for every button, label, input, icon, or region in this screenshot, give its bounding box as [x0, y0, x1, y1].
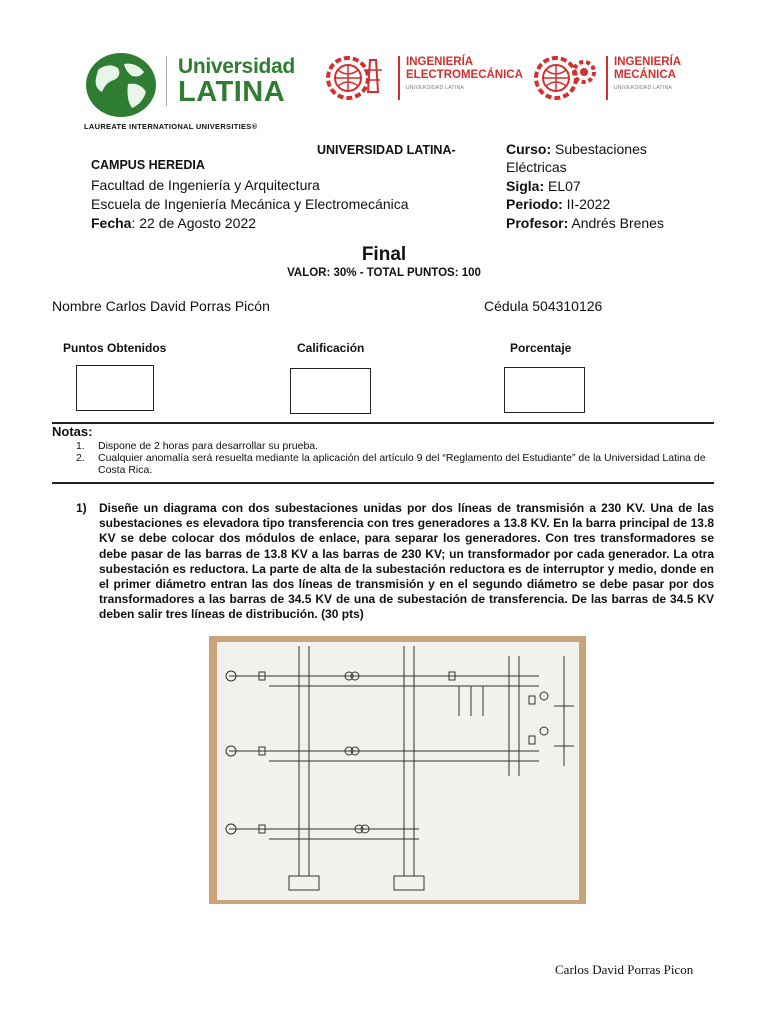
- profesor-value: Andrés Brenes: [568, 215, 664, 231]
- periodo-value: II-2022: [562, 196, 611, 212]
- universidad-latina-logo: [84, 50, 299, 132]
- globe-icon: [84, 52, 158, 118]
- faculty-name: Facultad de Ingeniería y Arquitectura: [91, 177, 320, 193]
- fecha-value: : 22 de Agosto 2022: [131, 215, 257, 231]
- university-name: UNIVERSIDAD LATINA-: [317, 143, 456, 157]
- exam-date: [91, 214, 256, 233]
- sigla-label: Sigla:: [506, 178, 545, 194]
- note-number: 1.: [76, 440, 85, 452]
- logo-tagline: LAUREATE INTERNATIONAL UNIVERSITIES®: [84, 122, 258, 131]
- exam-value: VALOR: 30% - TOTAL PUNTOS: 100: [287, 267, 481, 279]
- curso-label: Curso:: [506, 141, 552, 157]
- divider: [52, 422, 714, 424]
- logo-universidad-text: Universidad: [178, 55, 295, 78]
- logo-latina-text: LATINA: [178, 76, 286, 108]
- divider: [52, 482, 714, 484]
- porcentaje-box: [504, 367, 585, 413]
- sigla-value: EL07: [544, 178, 581, 194]
- note-text: Cualquier anomalía será resuelta mediante la aplicación del artículo 9 del “Reglamento del Estudiante” de la Universidad Latina de Costa Rica.: [98, 452, 706, 476]
- question-text: Diseñe un diagrama con dos subestaciones unidas por dos líneas de transmisión a 230 KV. Una de las subestaciones es elevadora tipo transferencia con tres generadores a 13.8 KV. En la barra principal de 13.8 KV se debe colocar dos módulos de enlace, para separar los generadores. Con tres transformadores se debe pasar de las barras de 13.8 KV a las barras de 230 KV; un transformador por cada generador. La otra subestación es reductora. La parte de alta de la subestación reductora es de interruptor y medio, donde en el primer diámetro entran las dos líneas de transmisión y en el segundo diámetro se debe pasar por dos transformadores a las barras de 34.5 KV de una de subestación de transferencia. De las barras de 34.5 KV deben salir tres líneas de distribución. (30 pts): [99, 501, 714, 622]
- logo-divider: [166, 56, 167, 106]
- notes-heading: Notas:: [52, 424, 93, 439]
- school-name: Escuela de Ingeniería Mecánica y Electromecánica: [91, 196, 409, 212]
- logo-line1: INGENIERÍA: [614, 56, 682, 68]
- ingenieria-mecanica-logo: [528, 52, 718, 108]
- sigla-line: [506, 177, 581, 196]
- logo-line2: MECÁNICA: [614, 69, 676, 81]
- porcentaje-label: Porcentaje: [510, 341, 572, 355]
- calificacion-label: Calificación: [297, 341, 365, 355]
- note-item: [76, 452, 716, 478]
- student-name: Nombre Carlos David Porras Picón: [52, 298, 270, 314]
- note-number: 2.: [76, 452, 85, 464]
- logo-line2: ELECTROMECÁNICA: [406, 69, 523, 81]
- note-item: [76, 440, 716, 452]
- ingenieria-electromecanica-logo: [320, 52, 523, 108]
- logo-sub: UNIVERSIDAD LATINA: [406, 85, 465, 91]
- campus-name: CAMPUS HEREDIA: [91, 158, 205, 172]
- question-number: 1): [76, 501, 87, 515]
- puntos-label: Puntos Obtenidos: [63, 341, 167, 355]
- logo-divider: [398, 56, 400, 100]
- profesor-line: [506, 214, 664, 233]
- fecha-label: Fecha: [91, 215, 132, 231]
- note-text: Dispone de 2 horas para desarrollar su prueba.: [98, 440, 319, 452]
- periodo-label: Periodo:: [506, 196, 563, 212]
- logo-divider: [606, 56, 608, 100]
- diagram-photo: [209, 636, 586, 904]
- course-line: [506, 140, 647, 159]
- student-id: Cédula 504310126: [484, 298, 603, 314]
- gear-globe-icon: [528, 52, 602, 102]
- gear-globe-icon: [320, 52, 394, 102]
- puntos-box: [76, 365, 154, 411]
- student-signature: Carlos David Porras Picon: [555, 962, 694, 977]
- course-line-2: Eléctricas: [506, 159, 567, 175]
- logo-line1: INGENIERÍA: [406, 56, 474, 68]
- calificacion-box: [290, 368, 371, 414]
- logo-sub: UNIVERSIDAD LATINA: [614, 85, 673, 91]
- periodo-line: [506, 195, 610, 214]
- profesor-label: Profesor:: [506, 215, 569, 231]
- exam-title: Final: [361, 244, 407, 265]
- curso-value: Subestaciones: [551, 141, 647, 157]
